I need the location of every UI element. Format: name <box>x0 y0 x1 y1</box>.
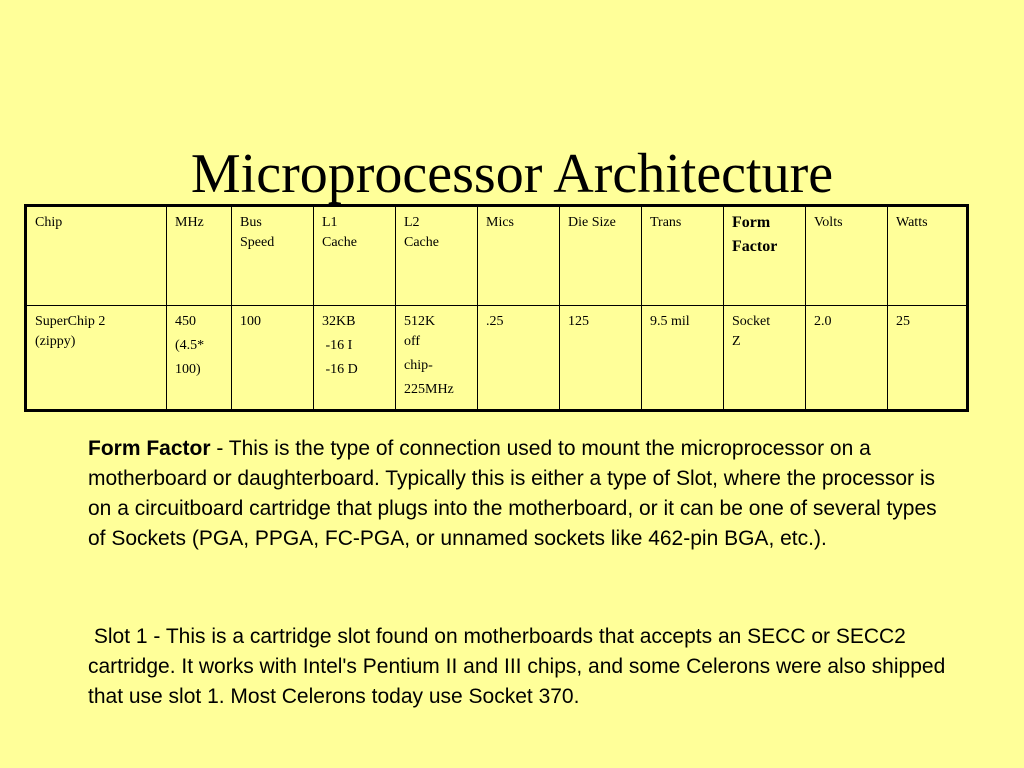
cell-mhz <box>167 306 232 411</box>
cell-chip <box>26 306 167 411</box>
form-factor-description: - This is the type of connection used to mount the microprocessor on a motherboard or daughterboard. Typically this is either a type of Slot, where the processor is on a circuitboard cartridge that plugs into the motherboard, or it can be one of several types of Sockets (PGA, PPGA, FC-PGA, or unnamed sockets like 462-pin BGA, etc.). <box>88 437 937 550</box>
slot1-paragraph: Slot 1 - This is a cartridge slot found on motherboards that accepts an SECC or SECC2 cartridge. It works with Intel's Pentium II and III chips, and some Celerons were also shipped that use slot 1. Most Celerons today use Socket 370. <box>88 625 952 708</box>
header-chip: Chip <box>26 206 167 306</box>
cell-l2-cache-line-2: off <box>404 334 421 349</box>
header-bus-speed <box>232 206 314 306</box>
cell-watts: 25 <box>888 306 968 411</box>
slide-title: Microprocessor Architecture <box>190 142 834 205</box>
cell-trans: 9.5 mil <box>642 306 724 411</box>
cell-l1-cache <box>314 306 396 411</box>
header-mhz: MHz <box>167 206 232 306</box>
header-form-factor-line-2: Factor <box>732 238 778 255</box>
header-bus-speed-line-2: Speed <box>240 235 275 250</box>
cell-die-size: 125 <box>560 306 642 411</box>
header-mics: Mics <box>478 206 560 306</box>
chip-spec-table <box>24 204 969 412</box>
cell-l1-cache-line-3: -16 D <box>322 362 358 377</box>
form-factor-term: Form Factor <box>88 437 211 460</box>
header-l2-cache <box>396 206 478 306</box>
header-bus-speed-line-1: Bus <box>240 215 262 230</box>
cell-l2-cache <box>396 306 478 411</box>
cell-mhz-line-2: (4.5* <box>175 338 205 353</box>
cell-l1-cache-line-1: 32KB <box>322 314 356 329</box>
cell-l2-cache-line-4: 225MHz <box>404 382 454 397</box>
header-l1-cache <box>314 206 396 306</box>
cell-volts: 2.0 <box>806 306 888 411</box>
header-form-factor <box>724 206 806 306</box>
header-form-factor-line-1: Form <box>732 214 771 231</box>
header-die-size: Die Size <box>560 206 642 306</box>
cell-l1-cache-line-2: -16 I <box>322 338 353 353</box>
cell-form-factor-line-1: Socket <box>732 314 771 329</box>
header-l2-cache-line-1: L2 <box>404 215 420 230</box>
header-volts: Volts <box>806 206 888 306</box>
cell-chip-line-2: (zippy) <box>35 334 76 349</box>
table-row <box>26 306 968 411</box>
cell-l2-cache-line-1: 512K <box>404 314 436 329</box>
cell-mhz-line-3: 100) <box>175 362 201 377</box>
form-factor-paragraph <box>88 434 948 554</box>
header-trans: Trans <box>642 206 724 306</box>
header-l1-cache-line-1: L1 <box>322 215 338 230</box>
cell-form-factor <box>724 306 806 411</box>
header-l1-cache-line-2: Cache <box>322 235 357 250</box>
header-watts: Watts <box>888 206 968 306</box>
header-l2-cache-line-2: Cache <box>404 235 439 250</box>
cell-l2-cache-line-3: chip- <box>404 358 433 373</box>
cell-mics: .25 <box>478 306 560 411</box>
cell-chip-line-1: SuperChip 2 <box>35 314 106 329</box>
cell-form-factor-line-2: Z <box>732 334 741 349</box>
cell-mhz-line-1: 450 <box>175 314 196 329</box>
cell-bus-speed: 100 <box>232 306 314 411</box>
table-header-row <box>26 206 968 306</box>
